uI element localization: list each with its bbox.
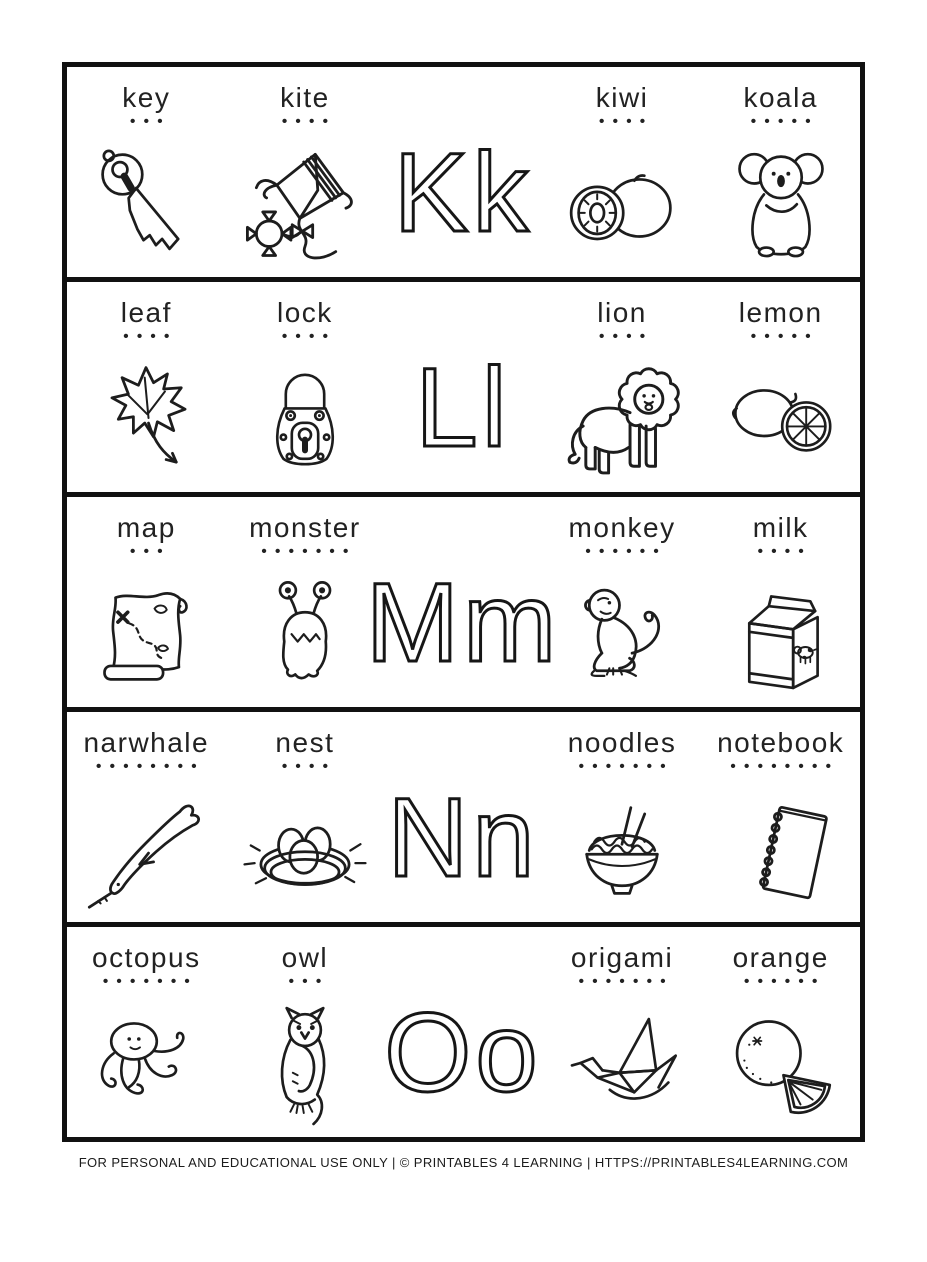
tracing-dots: ••••• (750, 113, 819, 130)
tracing-dots: •••• (123, 328, 178, 345)
word-label: map (116, 512, 176, 543)
leaf-illustration (83, 355, 209, 481)
outline-letters-ll (353, 330, 573, 470)
letter-outline-text: Oo (384, 990, 543, 1115)
tracing-dots: ••••• (750, 328, 819, 345)
kiwi-illustration (555, 141, 689, 265)
narwhal-illustration (80, 785, 212, 911)
koala-illustration (720, 140, 842, 266)
key-illustration (84, 141, 208, 265)
cell-monkey (543, 497, 702, 707)
outline-letters-nn (353, 760, 573, 900)
outline-letters-kk (353, 115, 573, 255)
cell-letter-k (384, 67, 543, 277)
tracing-dots: ••••••• (261, 543, 357, 560)
tracing-dots: ••• (129, 113, 171, 130)
tracing-dots: •••• (598, 328, 654, 345)
row-l (67, 277, 860, 492)
word-label: leaf (120, 297, 172, 328)
owl-illustration (244, 996, 366, 1130)
tracing-dots: •••• (281, 328, 337, 345)
word-label: owl (281, 942, 329, 973)
cell-key (67, 67, 226, 277)
kite-illustration (241, 139, 369, 267)
word-label: monkey (568, 512, 676, 543)
cell-noodles (543, 712, 702, 922)
outline-letters-mm (353, 545, 573, 685)
letter-outline-text: Ll (415, 345, 512, 470)
word-label: key (122, 82, 171, 113)
tracing-dots: •••• (598, 113, 654, 130)
word-label: noodles (567, 727, 677, 758)
tracing-dots: •••••• (743, 973, 826, 990)
word-label: octopus (92, 942, 201, 973)
tracing-dots: •••• (281, 113, 337, 130)
outline-letters-oo (353, 975, 573, 1115)
octopus-illustration (78, 1003, 214, 1123)
row-k (67, 67, 860, 277)
cell-letter-m (366, 497, 561, 707)
noodles-illustration (559, 785, 685, 911)
tracing-dots: •••••••• (95, 758, 205, 775)
monster-illustration (244, 570, 366, 696)
footer-credit: FOR PERSONAL AND EDUCATIONAL USE ONLY | © PRINTABLES 4 LEARNING | HTTPS://PRINTABLES4LEARNING.COM (78, 1155, 849, 1170)
lock-illustration (245, 355, 365, 481)
cell-koala (701, 67, 860, 277)
origami-illustration (556, 1002, 688, 1124)
tracing-dots: ••••••• (102, 973, 198, 990)
cell-notebook (701, 712, 860, 922)
tracing-dots: •••• (281, 758, 337, 775)
orange-illustration (716, 1002, 846, 1124)
word-label: lion (597, 297, 647, 328)
word-label: monster (249, 512, 361, 543)
row-o (67, 922, 860, 1137)
milk-illustration (720, 568, 842, 698)
cell-lemon (701, 282, 860, 492)
cell-octopus (67, 927, 226, 1137)
word-label: origami (570, 942, 674, 973)
cell-narwhale (67, 712, 226, 922)
nest-illustration (239, 785, 371, 911)
word-label: nest (275, 727, 335, 758)
letter-outline-text: Mm (366, 560, 561, 685)
row-m (67, 492, 860, 707)
tracing-dots: ••• (129, 543, 171, 560)
word-label: notebook (717, 727, 845, 758)
letter-outline-text: Nn (387, 775, 540, 900)
cell-milk (701, 497, 860, 707)
cell-map (67, 497, 226, 707)
word-label: milk (752, 512, 809, 543)
cell-leaf (67, 282, 226, 492)
cell-letter-o (384, 927, 543, 1137)
tracing-dots: ••••••• (578, 758, 674, 775)
word-label: kiwi (595, 82, 649, 113)
tracing-dots: •••• (757, 543, 812, 560)
word-label: koala (743, 82, 818, 113)
cell-kiwi (543, 67, 702, 277)
cell-lion (543, 282, 702, 492)
word-label: lock (276, 297, 333, 328)
notebook-illustration (718, 783, 844, 913)
cell-orange (701, 927, 860, 1137)
cell-origami (543, 927, 702, 1137)
word-label: kite (280, 82, 330, 113)
tracing-dots: ••••••• (578, 973, 674, 990)
lion-illustration (548, 351, 696, 485)
word-label: narwhale (83, 727, 210, 758)
word-label: lemon (738, 297, 823, 328)
cell-letter-n (384, 712, 543, 922)
letter-outline-text: Kk (394, 130, 533, 255)
map-illustration (85, 570, 207, 696)
tracing-dots: •••••••• (730, 758, 840, 775)
monkey-illustration (557, 570, 687, 696)
word-label: orange (732, 942, 829, 973)
row-n (67, 707, 860, 922)
alphabet-chart (62, 62, 865, 1142)
cell-letter-l (384, 282, 543, 492)
tracing-dots: •••••• (585, 543, 667, 560)
lemon-illustration (714, 358, 848, 478)
tracing-dots: ••• (288, 973, 330, 990)
